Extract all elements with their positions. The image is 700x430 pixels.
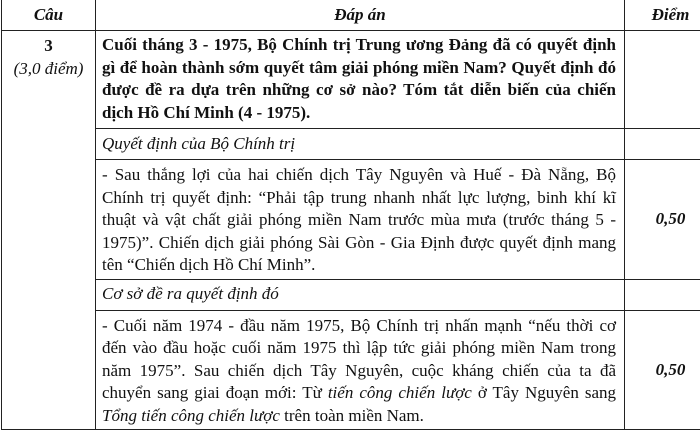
question-number-cell — [2, 31, 96, 430]
body-italic: Tổng tiến công chiến lược — [102, 406, 280, 425]
section-heading: Cơ sở đề ra quyết định đó — [96, 279, 625, 310]
answer-table — [1, 0, 700, 430]
header-diem: Điểm — [625, 0, 700, 31]
body-text: trên toàn miền Nam. — [280, 406, 424, 425]
header-row — [2, 0, 700, 31]
empty-score-cell — [625, 31, 700, 129]
empty-score-cell — [625, 129, 700, 160]
body-text: - Cuối năm 1974 - đầu năm 1975, Bộ Chính trị nhấn mạnh “nếu thời cơ đến vào đầu hoặc cuối năm 1975 thì lập tức giải phóng miền Nam trong năm 1975”. Sau chiến dịch Tây Nguyên, cuộc kháng chiến của ta đã chuyển sang giai đoạn mới: Từ — [102, 316, 616, 403]
section-score: 0,50 — [625, 310, 700, 430]
question-points: (3,0 điểm) — [14, 59, 84, 78]
body-italic: tiến công chiến lược — [328, 383, 472, 402]
question-text: Cuối tháng 3 - 1975, Bộ Chính trị Trung ương Đảng đã có quyết định gì để hoàn thành sớm quyết tâm giải phóng miền Nam? Quyết định đó được đề ra dựa trên những cơ sở nào? Tóm tắt diễn biến của chiến dịch Hồ Chí Minh (4 - 1975). — [96, 31, 625, 129]
section-heading: Quyết định của Bộ Chính trị — [96, 129, 625, 160]
section-heading-row — [2, 129, 700, 160]
section-body-row — [2, 310, 700, 430]
section-heading-row — [2, 279, 700, 310]
section-body: - Sau thắng lợi của hai chiến dịch Tây Nguyên và Huế - Đà Nẵng, Bộ Chính trị quyết định: “Phải tập trung nhanh nhất lực lượng, binh khí kĩ thuật và vật chất giải phóng miền Nam trước mùa mưa (trước tháng 5 - 1975)”. Chiến dịch giải phóng Sài Gòn - Gia Định được quyết định mang tên “Chiến dịch Hồ Chí Minh”. — [96, 160, 625, 280]
header-cau: Câu — [2, 0, 96, 31]
body-text: ở Tây Nguyên sang — [472, 383, 616, 402]
header-dap-an: Đáp án — [96, 0, 625, 31]
question-row — [2, 31, 700, 129]
section-body — [96, 310, 625, 430]
question-number: 3 — [8, 35, 89, 58]
section-score: 0,50 — [625, 160, 700, 280]
empty-score-cell — [625, 279, 700, 310]
section-body-row — [2, 160, 700, 280]
